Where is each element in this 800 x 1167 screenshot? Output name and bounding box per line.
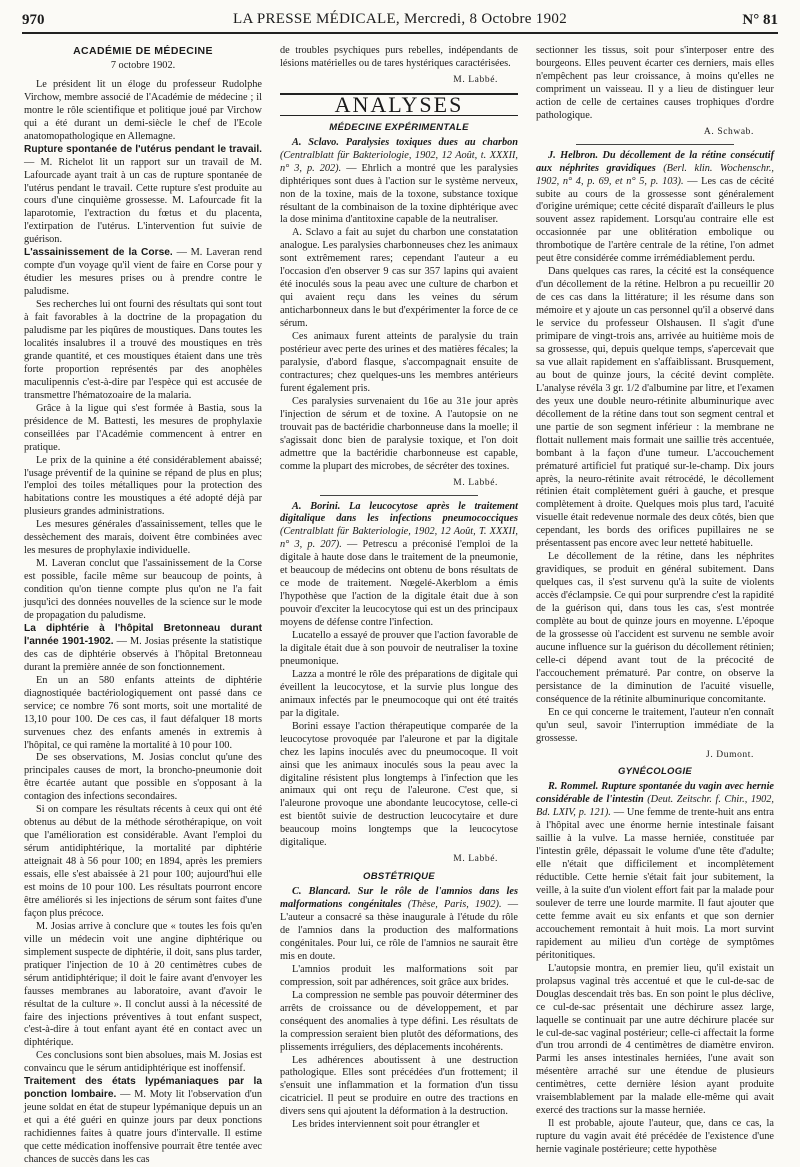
article-text: — Les cas de cécité subite au cours de la grossesse sont généralement d'origine urémique; cette cécité disparaît d'ailleurs le plus souvent assez rapidement. Lorsqu'au contraire elle est occasionnée par une oblitération embolique ou thrombotique de l'artère centrale de la rétine, l'on admet peut être considérée comme irrémédiablement perdu. (536, 175, 774, 265)
article-text: — M. Laveran rend compte d'un voyage qu'il vient de faire en Corse pour y étudier les mesures prises ou à prendre contre le paludisme. (24, 247, 262, 298)
article-reference: (Centralblatt für Bakteriologie, 1902, 12 Août, T. XXXII, n° 3, p. 207). (280, 526, 518, 551)
signature: J. Dumont. (706, 749, 754, 760)
article-text: — Une femme de trente-huit ans entra à l'hôpital avec une énorme hernie intestinale faisant saillie à la vulve. La masse herniée, constituée par l'intestin grêle, dépassait le volume d'une tête d'adulte; elle n'était que difficilement et incomplètement réductible. Cette hernie s'était fait jour subitement, la veille, à la suite d'un violent effort fait par la malade pour soulever de terre une lourde marmite. Il faut ajouter que cette femme avait eu six enfants et que son dernier accouchement remontait à huit mois. La mort survint rapidement au milieu d'un cortège de symptômes péritonitiques. (536, 807, 774, 961)
paragraph: Lucatello a essayé de prouver que l'action favorable de la digitale était due à son pouvoir de neutraliser la toxine pneumonique. (280, 630, 518, 667)
paragraph: A. Sclavo a fait au sujet du charbon une constatation analogue. Les paralysies charbonneuses chez les animaux sont extrêmement rares; cependant l'auteur a eu l'occasion d'en observer 9 cas sur 357 lapins qui avaient été inoculés sous la peau avec une culture de charbon et qui avaient reçu dans les veines du sérum anticharbonneux dans le but d'expérimenter la force de ce sérum. (280, 227, 518, 330)
paragraph: de troubles psychiques purs rebelles, indépendants de lésions matérielles ou de tares hystériques caractérisées. (280, 45, 518, 69)
paragraph: L'autopsie montra, en premier lieu, qu'il existait un prolapsus vaginal très accentué et que le cul-de-sac de Douglas descendait très bas. En son point le plus déclive, ce cul-de-sac présentait une déchirure assez large, laquelle se continuait par une autre déchirure placée sur le cul-de-sac vaginal postérieur; celle-ci affectait la forme d'un trou arrondi de 4 centimètres de diamètre environ. Parmi les anses intestinales herniées, l'une avait son mésentère arraché sur une étendue de plusieurs centimètres, cette dernière lésion ayant produite vraisemblablement par la malade elle-même qui avait exercé des tractions sur la masse herniée. (536, 962, 774, 1117)
paragraph: L'amnios produit les malformations soit par compression, soit par adhérences, soit grâce aux brides. (280, 963, 518, 988)
column-left (24, 45, 263, 1166)
article-heading: C. Blancard. Sur le rôle de l'amnios dans les malformations congénitales (280, 886, 518, 911)
paragraph: sectionner les tissus, soit pour s'interposer entre des bourgeons. Elles peuvent écarter ces derniers, mais elles n'empêchent pas leur croissance, à moins qu'elles ne compriment un vaisseau. Il y a lieu de distinguer leur action de celle de certaines causes trophiques d'ordre pathologique. (536, 45, 774, 121)
article-heading: Traitement des états lypémaniaques par la ponction lombaire. (24, 1076, 262, 1101)
paragraph: Ses recherches lui ont fourni des résultats qui sont tout à fait favorables à la doctrine de la propagation du paludisme par les piqûres de moustiques. Dans toutes les localités insalubres il a trouvé des moustiques en très grande quantité, et ces moustiques étaient dans une très forte proportion représentés par des anophèles maculipennis c'est-à-dire par l'espèce qui est accusée de transmettre l'hématozoaire de la malaria. (24, 299, 262, 401)
subsection-title: MÉDECINE EXPÉRIMENTALE (329, 121, 469, 133)
article-rupture (24, 144, 262, 248)
paragraph: Ces animaux furent atteints de paralysie du train postérieur avec perte des urines et des matières fécales; la paralysie, d'abord flasque, s'accompagnait ensuite de contractures; chez quelques-uns les membres antérieurs furent également pris. (280, 331, 518, 394)
issue-number: N° 81 (742, 12, 778, 28)
article-heading: A. Sclavo. Paralysies toxiques dues au charbon (292, 136, 518, 148)
signature: M. Labbé. (453, 854, 498, 865)
article-text: — M. Josias présente la statistique des cas de diphtérie observés à l'hôpital Bretonneau durant la première année de son fonctionnement. (24, 635, 263, 673)
signature: M. Labbé. (453, 74, 498, 85)
paragraph: Les brides interviennent soit pour étrangler et (292, 1119, 480, 1131)
paragraph: Le président lit un éloge du professeur Rudolphe Virchow, membre associé de l'Académie de médecine ; il montre le rôle scientifique et politique joué par Virchow qui a été durant un demi-siècle le chef de l'Ecole anatomopathologique en Allemagne. (24, 78, 262, 142)
analyses-banner: ANALYSES (280, 93, 518, 116)
article-heading: A. Borini. La leucocytose après le traitement digitalique dans les infections pneumococciques (280, 500, 518, 525)
session-date: 7 octobre 1902. (110, 59, 176, 71)
article-blancard (280, 886, 518, 964)
divider (320, 495, 478, 496)
article-heading: Rupture spontanée de l'utérus pendant le travail. (24, 143, 262, 155)
paragraph: Grâce à la ligue qui s'est formée à Bastia, sous la présidence de M. Battesti, les mesures de prophylaxie conseillées par l'Académie commencent à entrer en pratique. (24, 402, 262, 453)
article-text: — L'auteur a consacré sa thèse inaugurale à l'étude du rôle de l'amnios dans la production des malformations congénitales. Pour lui, ce rôle de l'amnios ne saurait être mis en doute. (280, 899, 518, 962)
article-lypemanie (24, 1076, 262, 1167)
article-rommel (536, 781, 774, 962)
article-helbron (536, 150, 774, 267)
article-diphterie (24, 623, 262, 675)
paragraph: Il est probable, ajoute l'auteur, que, dans ce cas, la rupture du vagin avait été précédée de l'existence d'une hernie vaginale postérieure; cette hypothèse (536, 1118, 774, 1156)
subsection-title: GYNÉCOLOGIE (617, 766, 693, 778)
page-number: 970 (22, 12, 45, 28)
paragraph: En ce qui concerne le traitement, l'auteur n'en connaît qu'un seul, savoir l'interruption immédiate de la grossesse. (536, 706, 774, 744)
paragraph: Le prix de la quinine a été considérablement abaissé; l'usage préventif de la quinine se répand de plus en plus; l'emploi des toiles métalliques pour la protection des habitations contre les moustiques a été adopté déjà par plusieurs grandes administrations. (24, 454, 262, 518)
paragraph: Les adhérences aboutissent à une destruction pathologique. Elles sont précédées d'un frottement; il s'ensuit une inflammation et la formation d'un tissu cicatriciel. Il peut se produire en outre des tractions en divers sens qui ajoutent la déformation à la destruction. (280, 1054, 518, 1118)
article-text: — Petrescu a préconisé l'emploi de la digitale à haute dose dans le traitement de la pneumonie, et beaucoup de médecins ont obtenu de bons résultats de ce mode de traitement. Nœgelé-Akerblom a émis l'hypothèse que l'action de la digitale était due à son pouvoir d'exciter la leucocytose qui est un des principaux moyens de défense contre l'infection. (280, 539, 518, 629)
page-header (22, 8, 778, 32)
signature: A. Schwab. (703, 126, 754, 137)
article-heading: La diphtérie à l'hôpital Bretonneau durant l'année 1901-1902. (24, 622, 262, 647)
column-middle (280, 45, 519, 1131)
article-reference: (Berl. klin. Wochenschr., 1902, n° 4, p. 69, et n° 5, p. 103). (536, 162, 774, 187)
article-heading: L'assainissement de la Corse. (24, 247, 173, 259)
article-sclavo (280, 137, 518, 228)
paragraph: Dans quelques cas rares, la cécité est la conséquence d'un décollement de la rétine. Helbron a pu recueillir 20 de ces cas dans la littérature; il les résume dans son mémoire et y ajoute un cas personnel qu'il a observé dans le service du professeur Olshausen. Il s'agit d'une primipare de vingt-trois ans, arrivée au huitième mois de sa grossesse, qui, depuis quelque temps, s'apercevait que sa vue allait rapidement en s'affaiblissant. Brusquement, au bout de quinze jours, la cécité devint complète. L'analyse révéla 3 gr. 1/2 d'albumine par litre, et l'examen des yeux une double neuro-rétinite albuminurique avec décollement de la rétine dans tout son segment central et une partie de son segment inférieur : la membrane ne flottait nullement mais formait une saillie très accentuée, bombant à la façon d'une tumeur. L'accouchement prématuré artificiel fut pratiqué sur-le-champ. Dix jours après, la neuro-rétinite avait rétrocédé, le décollement rétinien était complètement guéri à gauche, et presque complètement à droite. Quelques mois plus tard, l'acuité visuelle était redevenue normale des deux côtés, bien que cependant, les bords des orifices pupillaires ne se présentassent pas encore avec leur netteté habituelle. (536, 266, 775, 550)
paragraph: Borini essaye l'action thérapeutique comparée de la leucocytose provoquée par l'aleurone et par la digitale chez les lapins inoculés avec du pneumocoque. Il voit ainsi que les animaux inoculés sous la peau avec la digitaline résistent plus longtemps à l'infection que les animaux qui ont reçu de l'aleurone. C'est que, si l'aleurone provoque une abondante leucocytose, celle-ci est bientôt suivie de destruction leucocytaire et dure beaucoup moins longtemps que la leucocytose digitalique. (280, 720, 518, 849)
article-reference: (Centralblatt für Bakteriologie, 1902, 12 Août, t. XXXII, n° 3, p. 202). (280, 149, 518, 174)
paragraph: Si on compare les résultats récents à ceux qui ont été obtenus au début de la méthode sérothérapique, on voit que l'amélioration est considérable. Avant l'emploi du sérum antidiphtérique, la mortalité par diphtérie atteignait 48 à 56 pour 100; en 1894, après les premiers essais, elle s'est abaissée à 21 pour 100; aujourd'hui elle est moins de 10 pour 100. Les résultats pourront encore être améliorés si les injections de sérum sont faites d'une façon plus précoce. (24, 804, 262, 919)
article-borini (280, 501, 518, 631)
article-corse (24, 247, 262, 299)
article-reference: (Thèse, Paris, 1902). (407, 899, 502, 911)
paragraph: De ses observations, M. Josias conclut qu'une des principales causes de mort, la broncho-pneumonie doit être écartée autant que possible en s'opposant à la contagion des infections secondaires. (24, 752, 262, 803)
article-reference: (Deut. Zeitschr. f. Chir., 1902, Bd. LXIV, p. 121). (536, 794, 774, 819)
section-title: ACADÉMIE DE MÉDECINE (73, 45, 213, 57)
paragraph: Le décollement de la rétine, dans les néphrites gravidiques, se produit en général subitement. Dans quelques cas, il s'est survenu qu'à la suite de violents accès d'éclampsie. Ce qui pour surprendre c'est la rapidité de la guérison qui, dans tous les cas, s'est montrée complète au bout de quinze jours en moyenne. L'époque de la grossesse où l'accident est survenu ne semble avoir aucune influence sur la guérison du décollement rétinien; celle-ci dépend avant tout de la précocité de l'accouchement prématuré. Par contre, on observe la persistance de la diminution de l'acuité visuelle, conséquence de la rétinite albuminurique concomitante. (536, 551, 774, 705)
subsection-title: OBSTÉTRIQUE (363, 871, 435, 883)
article-text: — Ehrlich a montré que les paralysies diphtériques sont dues à l'action sur le système nerveux, non de la toxine, mais de la toxone, substance toxique résultant de la combinaison de la toxine diphtérique avec la dose minima d'antitoxine capable de la neutraliser. (280, 162, 519, 226)
paragraph: M. Josias arrive à conclure que « toutes les fois qu'en ville un médecin voit une angine diphtérique ou simplement suspecte de diphtérie, il doit, sans plus tarder, pratiquer l'injection de 10 à 20 centimètres cubes de sérum antidiphtérique; il doit le faire avant d'envoyer les fausses membranes au laboratoire, avant d'avoir le résultat de la culture ». Il conclut aussi à la nécessité de faire des injections préventives à tout enfant suspect, c'est-à-dire à tout enfant ayant été en contact avec un diphtérique. (24, 920, 262, 1049)
article-heading: R. Rommel. Rupture spontanée du vagin avec hernie considérable de l'intestin (536, 781, 774, 806)
article-text: — M. Moty lit l'observation d'un jeune soldat en état de stupeur lypémanique depuis un an et qui a été guéri en quinze jours par deux ponctions rachidiennes faites à quatre jours d'intervalle. Il estime que cette médication inoffensive pourrait être tentée avec chances de succès dans les cas (24, 1089, 262, 1166)
paragraph: La compression ne semble pas pouvoir déterminer des arrêts de croissance ou de développement, et par conséquent des anomalies à type défini. Les résultats de la compression seraient bien plutôt des déformations, des plissements irréguliers, des déplacements incohérents. (280, 989, 518, 1053)
paragraph: Lazza a montré le rôle des préparations de digitale qui éveillent la leucocytose, et la survie plus longue des animaux infectés par le pneumocoque qui ont été traités par la digitale. (280, 668, 518, 719)
paragraph: M. Laveran conclut que l'assainissement de la Corse est possible, facile même sur beaucoup de points, à condition qu'on tienne compte plus qu'on ne l'a fait jusqu'ici des données nouvelles de la science sur le mode de propagation du paludisme. (24, 558, 262, 621)
journal-title: LA PRESSE MÉDICALE, Mercredi, 8 Octobre 1902 (233, 11, 567, 27)
header-rule (22, 32, 778, 34)
paragraph: Ces paralysies survenaient du 16e au 31e jour après l'injection de sérum et de toxine. A l'autopsie on ne trouvait pas de bactéridie charbonneuse dans la moelle; il s'agissait donc bien de paralysie toxique, et l'on doit admettre que la bactéridie charbonneuse est capable, comme la plupart des microbes, de sécréter des toxines. (280, 395, 518, 472)
signature: M. Labbé. (453, 477, 498, 488)
article-heading: J. Helbron. Du décollement de la rétine consécutif aux néphrites gravidiques (536, 149, 774, 174)
divider (576, 144, 734, 145)
column-right (536, 45, 775, 1156)
article-text: — M. Richelot lit un rapport sur un travail de M. Lafourcade ayant trait à un cas de rupture spontanée de l'utérus pendant le travail. Cette rupture s'est produite au cours d'une cinquième grossesse. M. Lafourcade fit la laparotomie, l'extraction du fœtus et du placenta, l'extirpation de l'utérus. L'intervention fut suivie de guérison. (24, 156, 262, 246)
paragraph: En un an 580 enfants atteints de diphtérie diagnostiquée bactériologiquement ont passé dans ce service; ce nombre 76 sont morts, soit une mortalité de 13,10 pour 100. De ces cas, il faut défalquer 18 morts survenues chez des enfants amenés in extremis à l'hôpital, ce qui ramène la mortalité à 10 pour 100. (24, 674, 262, 751)
paragraph: Ces conclusions sont bien absolues, mais M. Josias est convaincu que le sérum antidiphtérique est inoffensif. (24, 1050, 262, 1075)
paragraph: Les mesures générales d'assainissement, telles que le dessèchement des marais, doivent être combinées avec les mesures de prophylaxie individuelle. (24, 519, 262, 557)
